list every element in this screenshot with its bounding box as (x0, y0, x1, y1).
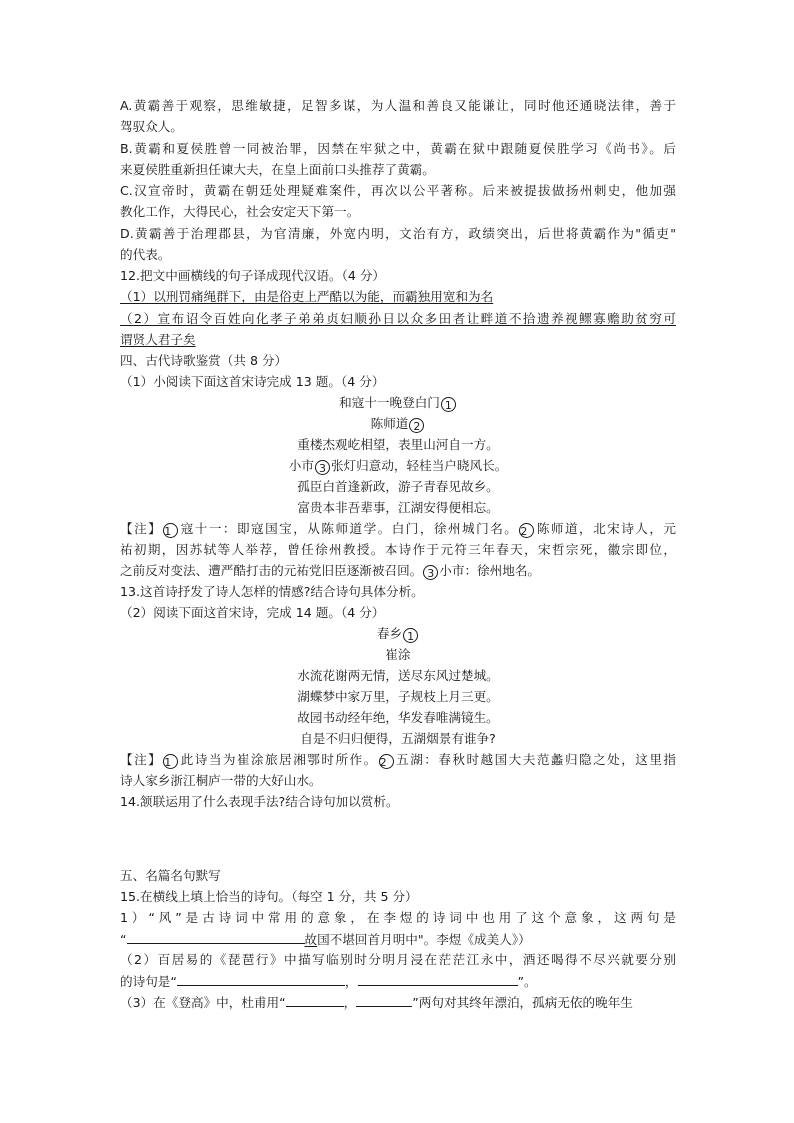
poem1-title-text: 和寇十一晚登白门 (339, 395, 440, 410)
option-a-line2: 驾驭众人。 (120, 119, 183, 134)
note-label: 【注】 (120, 521, 163, 536)
poem2-author: 崔涂 (385, 647, 411, 662)
footnote-marker: 1 (403, 628, 418, 643)
q15-stem: 15.在横线上填上恰当的诗句。（每空 1 分，共 5 分） (120, 889, 418, 904)
option-c-line1: C.汉宣帝时，黄霸在朝廷处理疑难案件，再次以公平著称。后来被提拔做扬州刺史，他加强 (120, 183, 676, 198)
note1-line1 (120, 519, 676, 539)
footnote-marker: 2 (379, 754, 394, 769)
poem2-title-text: 春乡 (376, 626, 403, 641)
comma: ， (344, 974, 358, 989)
footnote-marker: 3 (423, 565, 438, 580)
poem1-line2-post: 张灯归意动，轻桂当户晓风长。 (330, 458, 508, 473)
note2-line1 (120, 750, 676, 770)
footnote-marker: 3 (315, 460, 330, 475)
poem1-line1: 重楼杰观屹相望，表里山河自一方。 (297, 437, 499, 452)
note1-line2: 祐初期，因苏轼等人举荐，曾任徐州教授。本诗作于元符三年春天，宋哲宗死，徽宗即位， (120, 542, 676, 557)
footnote-marker: 1 (163, 523, 178, 538)
footnote-marker: 1 (441, 397, 456, 412)
comma: ， (343, 995, 357, 1010)
poem2-line1: 水流花谢两无情，送尽东风过楚城。 (297, 668, 499, 683)
q14-stem: 14.颔联运用了什么表现手法?结合诗句加以赏析。 (120, 794, 399, 809)
q12-stem: 12.把文中画横线的句子译成现代汉语。（4 分） (120, 268, 386, 283)
poem2-line2: 湖蝶梦中家万里，子规枝上月三更。 (297, 689, 499, 704)
poem1-author-text: 陈师道 (370, 416, 409, 431)
poem2-line4: 自是不归归便得，五湖烟景有谁争? (300, 731, 496, 746)
q12-sentence1 (120, 287, 676, 307)
option-a-line1: A.黄霸善于观察，思维敏捷，足智多谋，为人温和善良又能谦让，同时他还通晓法律，善于 (120, 98, 676, 113)
q12-sentence2-line2-text: 谓贤人君子矣 (120, 332, 196, 347)
note1-text-a: 寇十一：即寇国宝，从陈师道学。白门，徐州城门名。 (179, 521, 519, 536)
poem2-line3: 故园书动经年绝，华发春唯满镜生。 (297, 710, 499, 725)
answer-blank[interactable] (356, 992, 412, 1007)
q15-item2-pre: 的诗句是“ (120, 974, 177, 989)
q15-item3-line1 (120, 992, 676, 1012)
section5-heading: 五、名篇名句默写 (120, 868, 221, 883)
option-d-line1: D.黄霸善于治理郡县，为官清廉，外宽内明，文治有方，政绩突出，后世将黄霸作为"循吏" (120, 226, 676, 241)
q15-item3-post: ”两句对其终年漂泊，孤病无依的晚年生 (412, 995, 633, 1010)
note2-text-a: 此诗当为崔涂旅居湘鄂时所作。 (179, 752, 378, 767)
close-quote: ”。 (517, 974, 537, 989)
q15-item1-line2 (120, 929, 676, 949)
q12-sentence2-line2 (120, 330, 676, 350)
footnote-marker: 2 (409, 418, 424, 433)
poem2-intro: （2）阅读下面这首宋诗，完成 14 题。（4 分） (120, 605, 385, 620)
poem1-line2 (120, 456, 676, 476)
footnote-marker: 1 (163, 754, 178, 769)
q15-item3-pre: （3）在《登高》中，杜甫用“ (120, 995, 286, 1010)
note1-text-d: 小市：徐州地名。 (439, 563, 540, 578)
answer-blank[interactable] (358, 971, 518, 986)
q12-sentence2-line1: （2）宣布诏令百姓向化孝子弟弟贞妇顺孙日以众多田者让畔道不拾遗养视鳏寡赡助贫穷可 (120, 311, 676, 326)
note1-text-b: 陈师道，北宋诗人，元 (535, 521, 677, 536)
note1-line3 (120, 561, 676, 581)
poem1-title (120, 393, 676, 413)
note2-text-b: 五湖：春秋时越国大夫范蠡归隐之处，这里指 (394, 752, 677, 767)
q12-sentence1-text: （1）以刑罚痛绳群下，由是俗吏上严酷以为能，而霸独用宽和为名 (120, 289, 494, 304)
note1-text-c: 之前反对变法、遭严酷打击的元祐党旧臣逐渐被召回。 (120, 563, 423, 578)
poem2-title (120, 624, 676, 644)
q15-item2-line2 (120, 971, 676, 991)
answer-blank[interactable] (286, 992, 344, 1007)
option-b-line2: 来夏侯胜重新担任谏大夫，在皇上面前口头推荐了黄霸。 (120, 162, 435, 177)
section4-heading: 四、古代诗歌鉴赏（共 8 分） (120, 353, 288, 368)
open-quote: “ (120, 932, 127, 947)
note2-line2: 诗人家乡浙江桐庐一带的大好山水。 (120, 773, 322, 788)
poem1-line2-pre: 小市 (288, 458, 314, 473)
option-b-line1: B.黄霸和夏侯胜曾一同被治罪，因禁在牢狱之中，黄霸在狱中跟随夏侯胜学习《尚书》。后 (120, 141, 676, 156)
q13-stem: 13.这首诗抒发了诗人怎样的情感?结合诗句具体分析。 (120, 584, 424, 599)
answer-blank[interactable] (127, 929, 305, 944)
poem1-line3: 孤臣白首逢新政，游子青春见故乡。 (297, 479, 499, 494)
answer-blank[interactable] (177, 971, 345, 986)
poem1-intro: （1）小阅读下面这首宋诗完成 13 题。（4 分） (120, 374, 385, 389)
note-label: 【注】 (120, 752, 163, 767)
poem1-line4: 富贵本非吾辈事，江湖安得便相忘。 (297, 500, 499, 515)
q15-item1-tail: 国不堪回首月明中"。李煜《成美人》） (317, 932, 531, 947)
option-c-line2: 教化工作，大得民心，社会安定天下第一。 (120, 204, 360, 219)
q15-item1-line1: 1）“风”是古诗词中常用的意象，在李煜的诗词中也用了这个意象，这两句是 (120, 910, 676, 925)
footnote-marker: 2 (519, 523, 534, 538)
q15-item2-line1: （2）百居易的《琵琶行》中描写临别时分明月浸在茫茫江永中，酒还喝得不尽兴就要分别 (120, 952, 676, 967)
poem1-author (120, 414, 676, 434)
q15-item1-underlined: 故 (304, 932, 318, 947)
option-d-line2: 的代表。 (120, 247, 171, 262)
